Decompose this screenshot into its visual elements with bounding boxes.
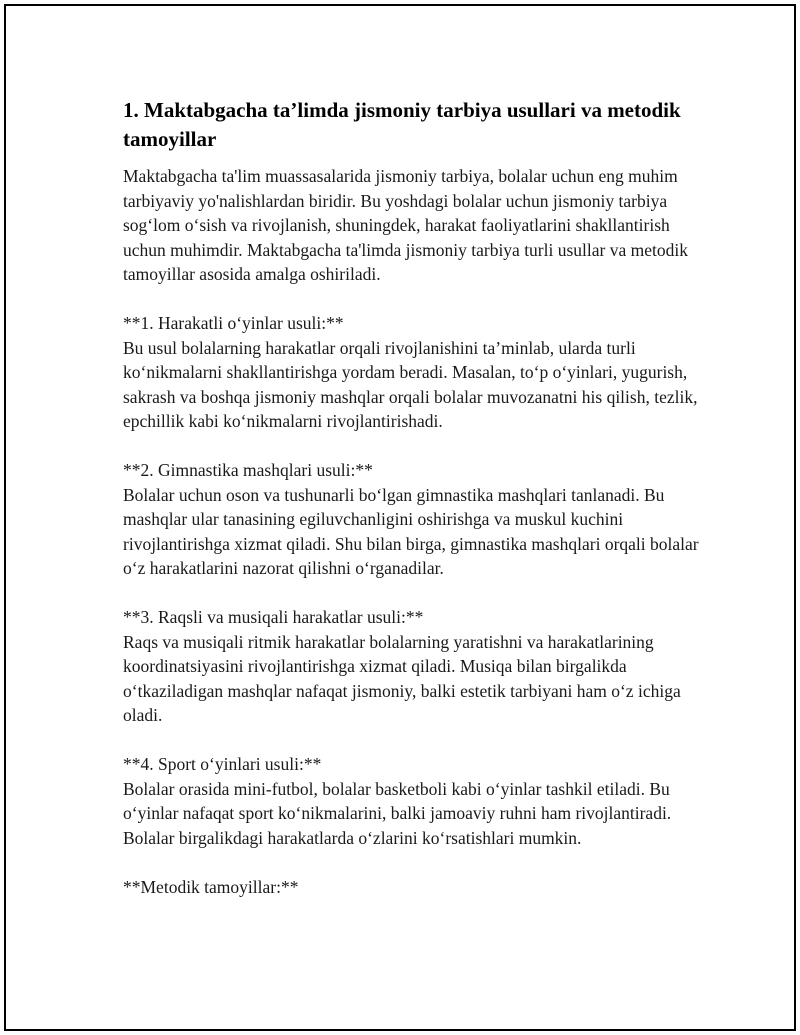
section-heading: **3. Raqsli va musiqali harakatlar usuli:** (123, 607, 424, 627)
section-heading: **4. Sport o‘yinlari usuli:** (123, 754, 322, 774)
section-heading: **1. Harakatli o‘yinlar usuli:** (123, 313, 344, 333)
section-sport-oyinlari (123, 752, 703, 850)
document-body (123, 96, 703, 899)
section-harakatli-oyinlar (123, 311, 703, 434)
section-raqsli-musiqali (123, 605, 703, 728)
section-gimnastika (123, 458, 703, 581)
section-heading: **2. Gimnastika mashqlari usuli:** (123, 460, 373, 480)
intro-paragraph: Maktabgacha ta'lim muassasalarida jismoniy tarbiya, bolalar uchun eng muhim tarbiyaviy yo'nalishlardan biridir. Bu yoshdagi bolalar uchun jismoniy tarbiya sog‘lom o‘sish va rivojlanish, shuningdek, harakat faoliyatlarini shakllantirish uchun muhimdir. Maktabgacha ta'limda jismoniy tarbiya turli usullar va metodik tamoyillar asosida amalga oshiriladi. (123, 166, 688, 284)
section-text: Bu usul bolalarning harakatlar orqali rivojlanishini ta’minlab, ularda turli ko‘nikmalarni shakllantirishga yordam beradi. Masalan, to‘p o‘yinlari, yugurish, sakrash va boshqa jismoniy mashqlar orqali bolalar muvozanatni his qilish, tezlik, epchillik kabi ko‘nikmalarni rivojlantirishadi. (123, 337, 698, 431)
section-text: Raqs va musiqali ritmik harakatlar bolalarning yaratishni va harakatlarining koordinatsiyasini rivojlantirishga xizmat qiladi. Musiqa bilan birgalikda o‘tkaziladigan mashqlar nafaqat jismoniy, balki estetik tarbiyani ham o‘z ichiga oladi. (123, 631, 681, 725)
page-frame (4, 4, 796, 1031)
closing-heading: **Metodik tamoyillar:** (123, 876, 299, 897)
document-title: 1. Maktabgacha ta’limda jismoniy tarbiya usullari va metodik tamoyillar (123, 98, 681, 151)
section-text: Bolalar orasida mini-futbol, bolalar basketboli kabi o‘yinlar tashkil etiladi. Bu o‘yinlar nafaqat sport ko‘nikmalarini, balki jamoaviy ruhni ham rivojlantiradi. Bolalar birgalikdagi harakatlarda o‘zlarini ko‘rsatishlari mumkin. (123, 778, 672, 848)
section-metodik-tamoyillar (123, 875, 703, 900)
section-text: Bolalar uchun oson va tushunarli bo‘lgan gimnastika mashqlari tanlanadi. Bu mashqlar ular tanasining egiluvchanligini oshirishga va muskul kuchini rivojlantirishga xizmat qiladi. Shu bilan birga, gimnastika mashqlari orqali bolalar o‘z harakatlarini nazorat qilishni o‘rganadilar. (123, 484, 699, 578)
